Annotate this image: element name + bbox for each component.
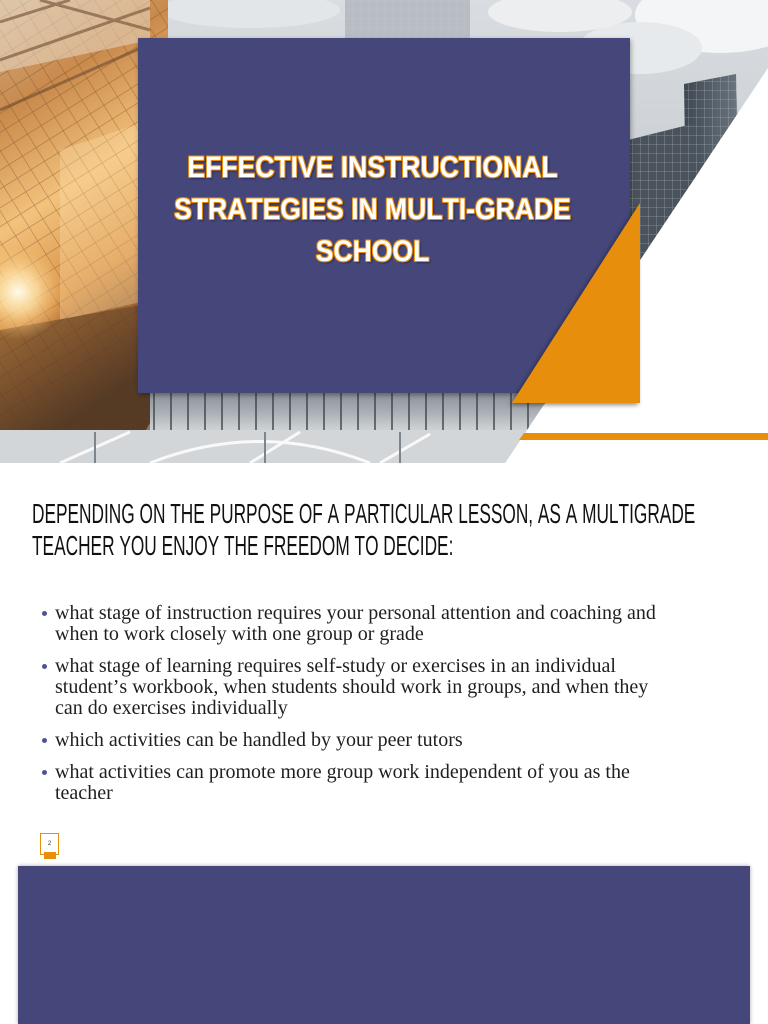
list-item-text: which activities can be handled by your peer tutors: [55, 729, 463, 751]
list-item: [55, 656, 669, 719]
content-heading: DEPENDING ON THE PURPOSE OF A PARTICULAR LESSON, AS A MULTIGRADE TEACHER YOU ENJOY THE FREEDOM TO DECIDE:: [32, 498, 696, 561]
list-item-text: what stage of learning requires self-study or exercises in an individual student’s workbook, when students should work in groups, and when they can do exercises individually: [55, 655, 649, 719]
bullet-icon: [42, 738, 47, 743]
list-item: [55, 730, 669, 751]
accent-line: [519, 433, 768, 440]
bullet-icon: [42, 664, 47, 669]
page-number: 2: [47, 841, 52, 847]
next-slide-panel: [18, 866, 750, 1024]
bullet-list: [55, 603, 669, 815]
page-number-tab: [44, 852, 56, 859]
list-item-text: what activities can promote more group work independent of you as the teacher: [55, 761, 630, 804]
bullet-icon: [42, 770, 47, 775]
list-item: [55, 762, 669, 804]
list-item-text: what stage of instruction requires your personal attention and coaching and when to work closely with one group or grade: [55, 602, 656, 645]
slide-title: EFFECTIVE INSTRUCTIONAL STRATEGIES IN MULTI-GRADE SCHOOL: [174, 151, 571, 268]
bullet-icon: [42, 611, 47, 616]
list-item: [55, 603, 669, 645]
